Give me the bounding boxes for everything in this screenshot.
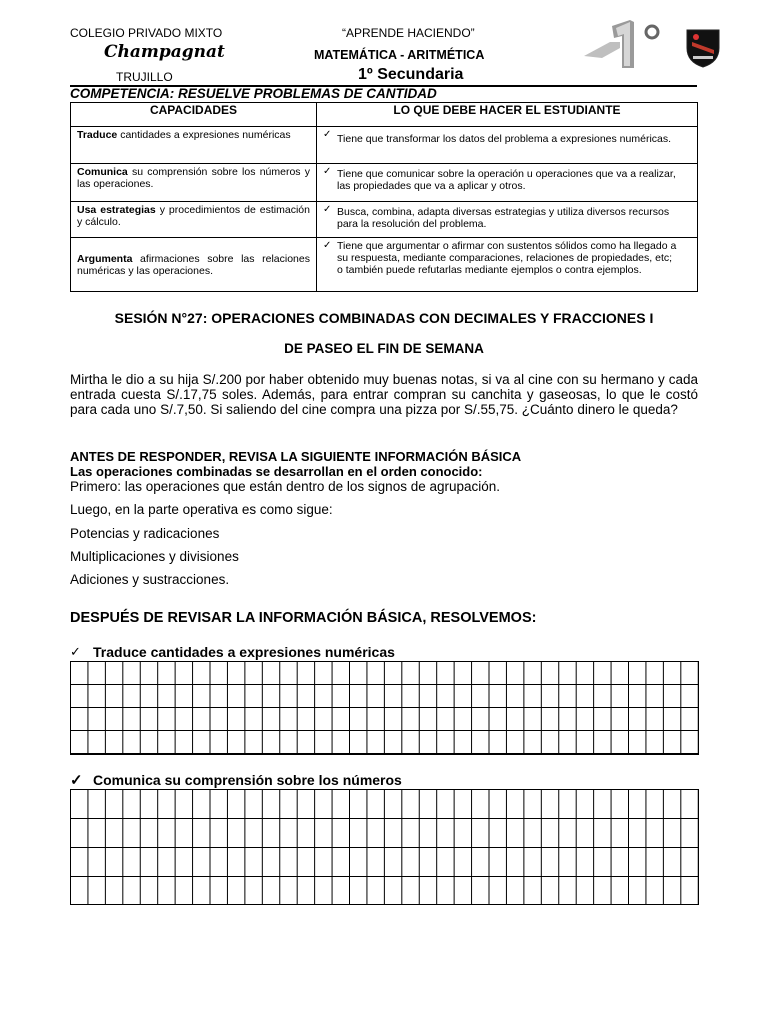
motto: “APRENDE HACIENDO” <box>342 26 475 40</box>
grade-logo-icon <box>582 20 662 72</box>
school-type: COLEGIO PRIVADO MIXTO <box>70 26 223 40</box>
subject: MATEMÁTICA - ARITMÉTICA <box>314 48 485 62</box>
column-header: LO QUE DEBE HACER EL ESTUDIANTE <box>317 103 698 127</box>
check-icon: ✓ <box>323 240 332 251</box>
capacities-table <box>70 102 698 292</box>
task-label: Comunica su comprensión sobre los números <box>93 772 402 788</box>
description-cell: ✓ Tiene que comunicar sobre la operación u operaciones que va a realizar, las propiedades que va a aplicar y otros. <box>317 164 698 202</box>
problem-text: Mirtha le dio a su hija S/.200 por haber obtenido muy buenas notas, si va al cine con su hermano y cada entrada cuesta S/.17,75 soles. Además, para entrar compran su canchita y gaseosas, lo que le costó para cada uno S/.7,50. Si saliendo del cine compra una pizza por S/.55,75. ¿Cuánto dinero le queda? <box>70 372 698 417</box>
table-row <box>71 127 698 164</box>
info-line: Primero: las operaciones que están dentro de los signos de agrupación. <box>70 479 501 494</box>
capacity-cell: Usa estrategias y procedimientos de estimación y cálculo. <box>71 202 317 238</box>
school-name: Champagnat <box>104 42 225 62</box>
resolve-heading: DESPUÉS DE REVISAR LA INFORMACIÓN BÁSICA, RESOLVEMOS: <box>70 610 537 626</box>
info-subheading: Las operaciones combinadas se desarrollan en el orden conocido: <box>70 464 483 479</box>
description-cell: ✓ Busca, combina, adapta diversas estrategias y utiliza diversos recursos para la resolución del problema. <box>317 202 698 238</box>
table-row <box>71 164 698 202</box>
school-shield-icon <box>684 26 722 68</box>
problem-title: DE PASEO EL FIN DE SEMANA <box>284 341 484 356</box>
info-heading: ANTES DE RESPONDER, REVISA LA SIGUIENTE INFORMACIÓN BÁSICA <box>70 449 522 464</box>
task-check-icon: ✓ <box>70 644 81 659</box>
table-row <box>71 202 698 238</box>
answer-grid[interactable] <box>70 661 699 755</box>
description-cell: ✓ Tiene que transformar los datos del problema a expresiones numéricas. <box>317 127 698 164</box>
check-icon: ✓ <box>323 129 332 140</box>
session-title: SESIÓN N°27: OPERACIONES COMBINADAS CON DECIMALES Y FRACCIONES I <box>114 310 654 326</box>
info-line: Luego, en la parte operativa es como sigue: <box>70 502 333 517</box>
grade: 1º Secundaria <box>358 66 464 83</box>
task-label: Traduce cantidades a expresiones numéricas <box>93 644 395 660</box>
info-line: Multiplicaciones y divisiones <box>70 549 239 564</box>
table-header-row <box>71 103 698 127</box>
info-line: Adiciones y sustracciones. <box>70 572 230 587</box>
capacity-cell: Argumenta afirmaciones sobre las relaciones numéricas y las operaciones. <box>71 238 317 292</box>
school-city: TRUJILLO <box>116 70 173 84</box>
answer-grid[interactable] <box>70 789 699 905</box>
column-header: CAPACIDADES <box>71 103 317 127</box>
table-row <box>71 238 698 292</box>
check-icon: ✓ <box>323 166 332 177</box>
check-icon: ✓ <box>323 204 332 215</box>
capacity-cell: Comunica su comprensión sobre los números y las operaciones. <box>71 164 317 202</box>
capacity-cell: Traduce cantidades a expresiones numéricas <box>71 127 317 164</box>
competencia-title: COMPETENCIA: RESUELVE PROBLEMAS DE CANTIDAD <box>70 86 437 101</box>
info-line: Potencias y radicaciones <box>70 526 220 541</box>
description-cell: ✓ Tiene que argumentar o afirmar con sustentos sólidos como ha llegado a su respuesta, mediante comparaciones, relaciones de propiedades, etc; o también puede refutarlas mediante ejemplos o contra ejemplos. <box>317 238 698 292</box>
task-check-icon: ✓ <box>70 772 83 789</box>
